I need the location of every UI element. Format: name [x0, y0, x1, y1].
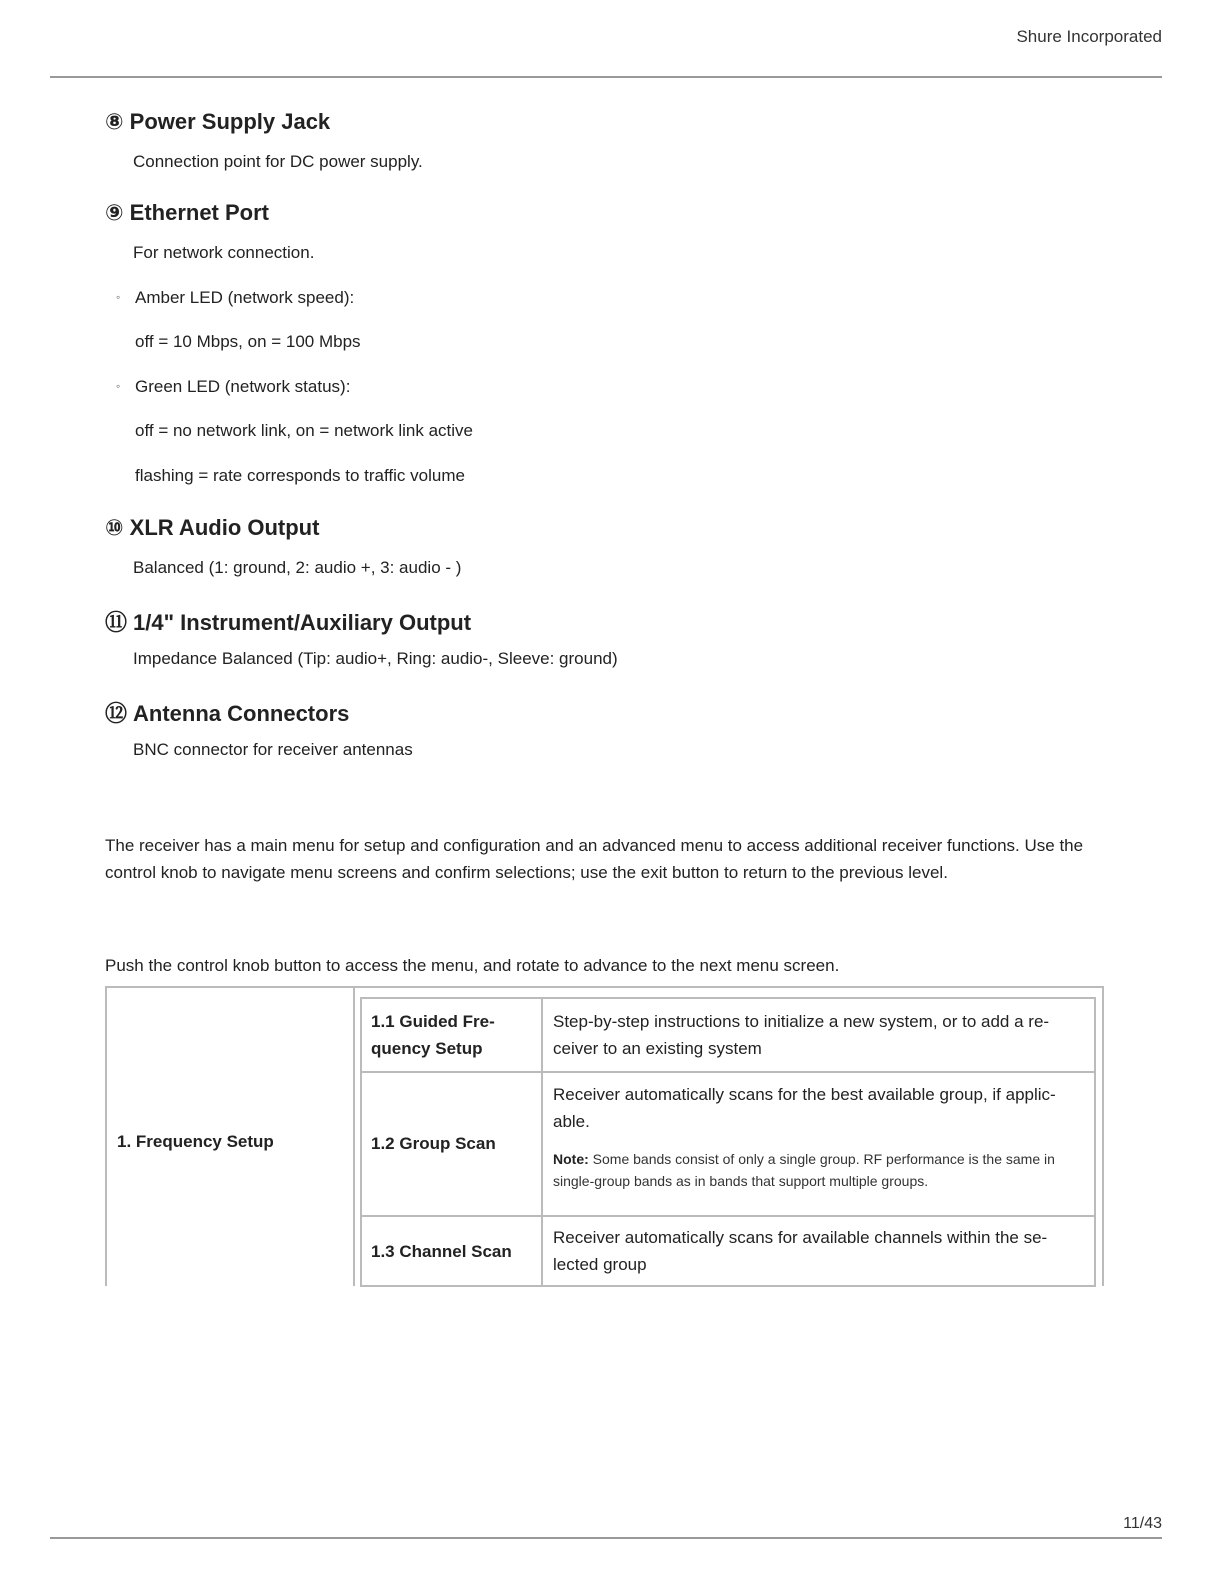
section-title-instrument-output: [105, 606, 471, 637]
menu-intro-paragraph: The receiver has a main menu for setup and configuration and an advanced menu to access additional receiver functions. Use the control knob to navigate menu screens and confirm selections; use the exit button to return to the previous level.: [105, 836, 1084, 882]
list-item-label: Amber LED (network speed):: [135, 288, 355, 307]
section-desc-antenna-connectors: BNC connector for receiver antennas: [133, 740, 413, 759]
footer-divider: [50, 1537, 1162, 1539]
section-desc-instrument-output: Impedance Balanced (Tip: audio+, Ring: audio-, Sleeve: ground): [133, 649, 618, 668]
submenu-desc-cell: [543, 999, 1094, 1071]
section-title-text: 1/4" Instrument/Auxiliary Output: [133, 610, 472, 635]
green-led-detail-link: off = no network link, on = network link active: [135, 421, 473, 440]
submenu-desc-line2: ceiver to an existing system: [553, 1039, 762, 1058]
submenu-desc-line1: Receiver automatically scans for the best available group, if applic-: [553, 1085, 1056, 1104]
section-desc-xlr-output: Balanced (1: ground, 2: audio +, 3: audio - ): [133, 558, 462, 577]
section-title-text: Ethernet Port: [129, 200, 269, 225]
circled-number-10: ⑩: [105, 515, 124, 540]
submenu-name-cell: [362, 999, 543, 1071]
section-desc-power-supply: Connection point for DC power supply.: [133, 152, 423, 171]
submenu-name-line1: 1.1 Guided Fre-: [371, 1012, 495, 1031]
section-title-power-supply: [105, 109, 330, 135]
circled-number-11: ⑪: [105, 610, 128, 635]
menu-table: [105, 986, 1104, 1286]
table-row: [362, 1071, 1094, 1215]
note-label: Note:: [553, 1151, 589, 1167]
section-title-xlr-output: [105, 515, 319, 541]
note-body: Some bands consist of only a single group. RF performance is the same in single-group bands as in bands that support multiple groups.: [553, 1151, 1055, 1189]
submenu-table: [360, 997, 1096, 1287]
list-item-amber-led: [116, 288, 354, 308]
submenu-desc-line1: Step-by-step instructions to initialize a new system, or to add a re-: [553, 1012, 1050, 1031]
submenu-desc-line1: Receiver automatically scans for available channels within the se-: [553, 1228, 1048, 1247]
company-name: Shure Incorporated: [1016, 27, 1162, 46]
submenu-desc-line2: able.: [553, 1112, 590, 1131]
submenu-name-line2: quency Setup: [371, 1039, 483, 1058]
menu-category-label: 1. Frequency Setup: [117, 1132, 274, 1151]
circled-number-12: ⑫: [105, 701, 128, 726]
submenu-name-cell: [362, 1073, 543, 1215]
section-title-antenna-connectors: [105, 697, 349, 728]
section-desc-ethernet: For network connection.: [133, 243, 315, 262]
green-led-detail-flashing: flashing = rate corresponds to traffic volume: [135, 466, 465, 485]
header-divider: [50, 76, 1162, 78]
submenu-desc-line2: lected group: [553, 1255, 647, 1274]
section-title-text: Antenna Connectors: [133, 701, 350, 726]
section-title-ethernet: [105, 200, 269, 226]
list-item-green-led: [116, 377, 350, 397]
submenu-name: 1.3 Channel Scan: [371, 1242, 512, 1261]
table-row: [362, 1215, 1094, 1285]
menu-category-cell: [107, 988, 355, 1286]
list-item-label: Green LED (network status):: [135, 377, 351, 396]
bullet-icon: ◦: [116, 290, 121, 304]
submenu-name-cell: [362, 1217, 543, 1285]
bullet-icon: ◦: [116, 379, 121, 393]
submenu-desc-cell: [543, 1073, 1094, 1215]
section-title-text: Power Supply Jack: [129, 109, 331, 134]
page-number: 11/43: [1123, 1515, 1162, 1532]
amber-led-detail: off = 10 Mbps, on = 100 Mbps: [135, 332, 361, 351]
submenu-name: 1.2 Group Scan: [371, 1134, 496, 1153]
circled-number-9: ⑨: [105, 200, 124, 225]
submenu-desc-cell: [543, 1217, 1094, 1285]
push-knob-paragraph: Push the control knob button to access the menu, and rotate to advance to the next menu screen.: [105, 956, 840, 975]
note-text: [553, 1148, 1080, 1192]
table-row: [362, 999, 1094, 1071]
circled-number-8: ⑧: [105, 109, 124, 134]
section-title-text: XLR Audio Output: [129, 515, 320, 540]
